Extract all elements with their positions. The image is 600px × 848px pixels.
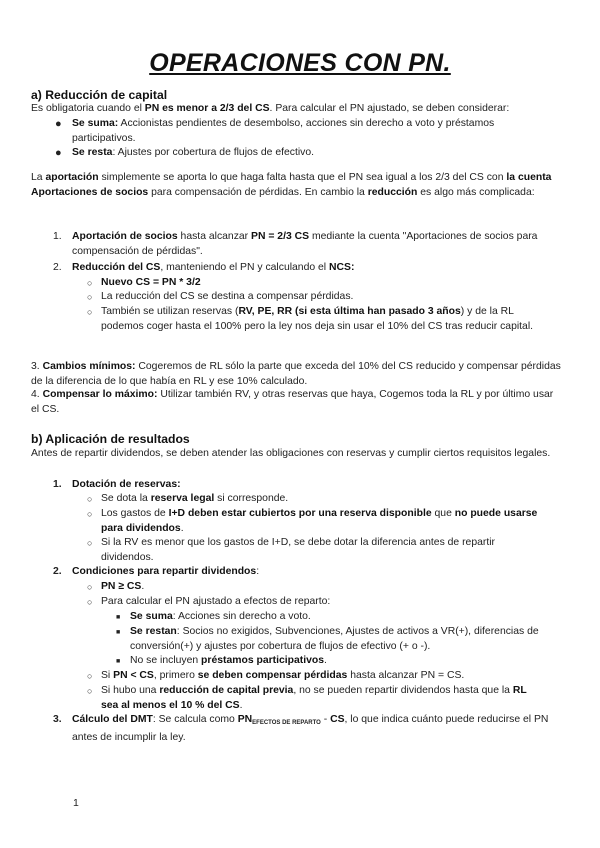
text-run: Antes de repartir dividendos, se deben atender las obligaciones con reservas y cumplir ciertos requisitos legales. — [31, 448, 551, 459]
text-run: : Se calcula como — [152, 714, 238, 725]
text-run: Se dota la — [101, 493, 151, 504]
circle-bullet-icon: ○ — [87, 597, 93, 607]
text-run: Accionistas pendientes de desembolso, acciones sin derecho a voto y préstamos participativos. — [72, 118, 495, 144]
list-number: 2. — [53, 262, 62, 273]
list-number: 2. — [53, 566, 62, 577]
text-run: Si — [101, 670, 114, 681]
bold-text: Reducción del CS — [72, 262, 161, 273]
text-run: La — [31, 172, 46, 183]
text-run: . — [324, 655, 327, 666]
text-run: es algo más complicada: — [417, 186, 535, 198]
bullet-icon: ● — [55, 147, 62, 159]
square-bullet-icon: ■ — [116, 658, 121, 665]
bold-text: la cuenta Aportaciones de socios — [31, 172, 552, 198]
bold-text: Aportación de socios — [72, 231, 178, 242]
square-bullet-icon: ■ — [116, 629, 121, 636]
bold-text: PN < CS — [113, 670, 154, 681]
text-run: . — [141, 581, 145, 592]
bold-text: aportación — [45, 172, 99, 183]
text-run: . — [180, 522, 184, 534]
section-b-item-1-sub-1 — [101, 492, 546, 507]
section-a-item-1 — [72, 230, 547, 259]
text-run: Si hubo una — [101, 685, 160, 696]
circle-bullet-icon: ○ — [87, 278, 93, 288]
section-a-bullet-1 — [72, 117, 542, 146]
section-b-square-1 — [130, 610, 550, 625]
text-run: Si la RV es menor que los gastos de I+D, se debe dotar la diferencia antes de repartir dividendos. — [101, 537, 496, 563]
subscript-text: EFECTOS DE REPARTO — [252, 720, 321, 726]
bold-text: RV, PE, RR (si esta última han pasado 3 años — [238, 306, 461, 317]
section-b-intro — [31, 447, 561, 462]
bold-text: préstamos participativos — [201, 655, 325, 666]
bold-text: Cálculo del DMT — [72, 714, 153, 725]
text-run: , no se pueden repartir dividendos hasta que la — [293, 685, 513, 696]
text-run: Para calcular el PN ajustado a efectos de reparto: — [101, 596, 331, 607]
text-run: simplemente se aporta lo que haga falta hasta que el PN sea igual a los 2/3 del CS con — [98, 172, 507, 183]
section-b-square-3 — [130, 654, 550, 669]
text-run: : Acciones sin derecho a voto. — [172, 611, 311, 622]
section-b-item-1-sub-3 — [101, 536, 546, 565]
section-b-item-2-sub-a — [101, 580, 546, 595]
text-run: : Ajustes por cobertura de flujos de efectivo. — [112, 147, 315, 158]
bold-text: I+D deben estar cubiertos por una reserva disponible — [168, 508, 432, 519]
list-number: 1. — [53, 231, 62, 242]
bold-text: se deben compensar pérdidas — [197, 670, 348, 681]
text-run: : Socios no exigidos, Subvenciones, Ajustes de activos a VR(+), diferencias de conversión(+) y ajustes por cobertura de flujos de efectivo (+ o -). — [130, 626, 539, 652]
bold-text: NCS: — [329, 262, 355, 273]
text-run: que — [431, 508, 455, 519]
bold-text: Cambios mínimos: — [42, 361, 136, 372]
section-b-item-3 — [72, 713, 560, 745]
section-b-item-2 — [72, 565, 552, 580]
bold-text: reserva legal — [150, 493, 215, 504]
text-run: , lo que indica cuánto puede reducirse el PN antes de incumplir la ley. — [72, 714, 549, 743]
text-run: hasta alcanzar PN = CS. — [347, 670, 465, 681]
text-run: No se incluyen — [130, 655, 202, 666]
text-run: mediante la cuenta "Aportaciones de socios para compensación de pérdidas". — [72, 231, 538, 257]
bold-text: PN — [237, 714, 253, 725]
circle-bullet-icon: ○ — [87, 494, 93, 504]
section-a-sub-3 — [101, 305, 546, 334]
text-run: , primero — [153, 670, 198, 681]
text-run: . Para calcular el PN ajustado, se deben considerar: — [269, 103, 510, 114]
bold-text: Nuevo CS = PN * 3/2 — [101, 277, 201, 288]
section-a-point-4 — [31, 388, 561, 417]
text-run: para compensación de pérdidas. En cambio la — [148, 186, 368, 198]
bold-text: Condiciones para repartir dividendos — [72, 566, 257, 577]
text-run: Utilizar también RV, y otras reservas que haya, Cogemos toda la RL y por último usar el CS. — [31, 389, 554, 415]
bold-text: no puede usarse para dividendos — [101, 508, 538, 534]
page-title: OPERACIONES CON PN. — [149, 49, 451, 77]
bold-text: RL sea al menos el 10 % del CS — [101, 685, 527, 711]
text-run: hasta alcanzar — [177, 231, 252, 242]
bold-text: Se suma: — [72, 118, 119, 129]
section-a-sub-1 — [101, 276, 546, 291]
section-b-item-2-sub-d — [101, 684, 546, 713]
text-run: - — [320, 714, 331, 725]
text-run: . — [239, 699, 243, 711]
bold-text: CS — [330, 714, 345, 725]
text-run: 3. — [31, 361, 43, 372]
page-number: 1 — [73, 797, 79, 809]
section-a-item-2 — [72, 261, 547, 276]
bold-text: Dotación de reservas: — [72, 479, 181, 490]
text-run: Cogeremos de RL sólo la parte que exceda del 10% del CS reducido y compensar pérdidas de la diferencia de lo que había en RL y ese 10% calculado. — [31, 361, 561, 387]
section-b-heading: b) Aplicación de resultados — [31, 432, 190, 446]
section-a-heading: a) Reducción de capital — [31, 88, 168, 102]
text-run: : — [256, 566, 260, 577]
bullet-icon: ● — [55, 118, 62, 130]
circle-bullet-icon: ○ — [87, 582, 93, 592]
text-run: , manteniendo el PN y calculando el — [160, 262, 330, 273]
text-run: 4. — [31, 389, 43, 400]
square-bullet-icon: ■ — [116, 614, 121, 621]
section-a-sub-2 — [101, 290, 546, 305]
bold-text: PN ≥ CS — [101, 581, 142, 592]
text-run: Es obligatoria cuando el — [31, 103, 145, 114]
text-run: La reducción del CS se destina a compensar pérdidas. — [101, 291, 354, 302]
circle-bullet-icon: ○ — [87, 509, 93, 519]
list-number: 3. — [53, 714, 62, 725]
bold-text: reducción de capital previa — [159, 685, 294, 696]
section-b-item-2-sub-b — [101, 595, 546, 610]
text-run: También se utilizan reservas ( — [101, 306, 239, 317]
section-a-paragraph — [31, 171, 561, 200]
section-b-item-2-sub-c — [101, 669, 546, 684]
circle-bullet-icon: ○ — [87, 686, 93, 696]
section-b-square-2 — [130, 625, 550, 654]
section-a-point-3 — [31, 360, 561, 389]
section-b-item-1 — [72, 478, 552, 493]
bold-text: PN es menor a 2/3 del CS — [144, 103, 270, 114]
section-a-intro — [31, 102, 561, 117]
bold-text: Se resta — [72, 147, 113, 158]
list-number: 1. — [53, 479, 62, 490]
circle-bullet-icon: ○ — [87, 671, 93, 681]
text-run: si corresponde. — [214, 493, 289, 504]
text-run: ) y de la RL podemos coger hasta el 100% pero la ley nos deja sin usar el 10% del CS tras reducir capital. — [101, 306, 534, 332]
circle-bullet-icon: ○ — [87, 538, 93, 548]
bold-text: PN = 2/3 CS — [251, 231, 310, 242]
bold-text: Se suma — [130, 611, 173, 622]
circle-bullet-icon: ○ — [87, 292, 93, 302]
section-b-item-1-sub-2 — [101, 507, 546, 536]
bold-text: Se restan — [130, 626, 177, 637]
text-run: Los gastos de — [101, 508, 169, 519]
section-a-bullet-2 — [72, 146, 542, 161]
bold-text: Compensar lo máximo: — [42, 389, 158, 400]
circle-bullet-icon: ○ — [87, 307, 93, 317]
bold-text: reducción — [367, 186, 418, 198]
